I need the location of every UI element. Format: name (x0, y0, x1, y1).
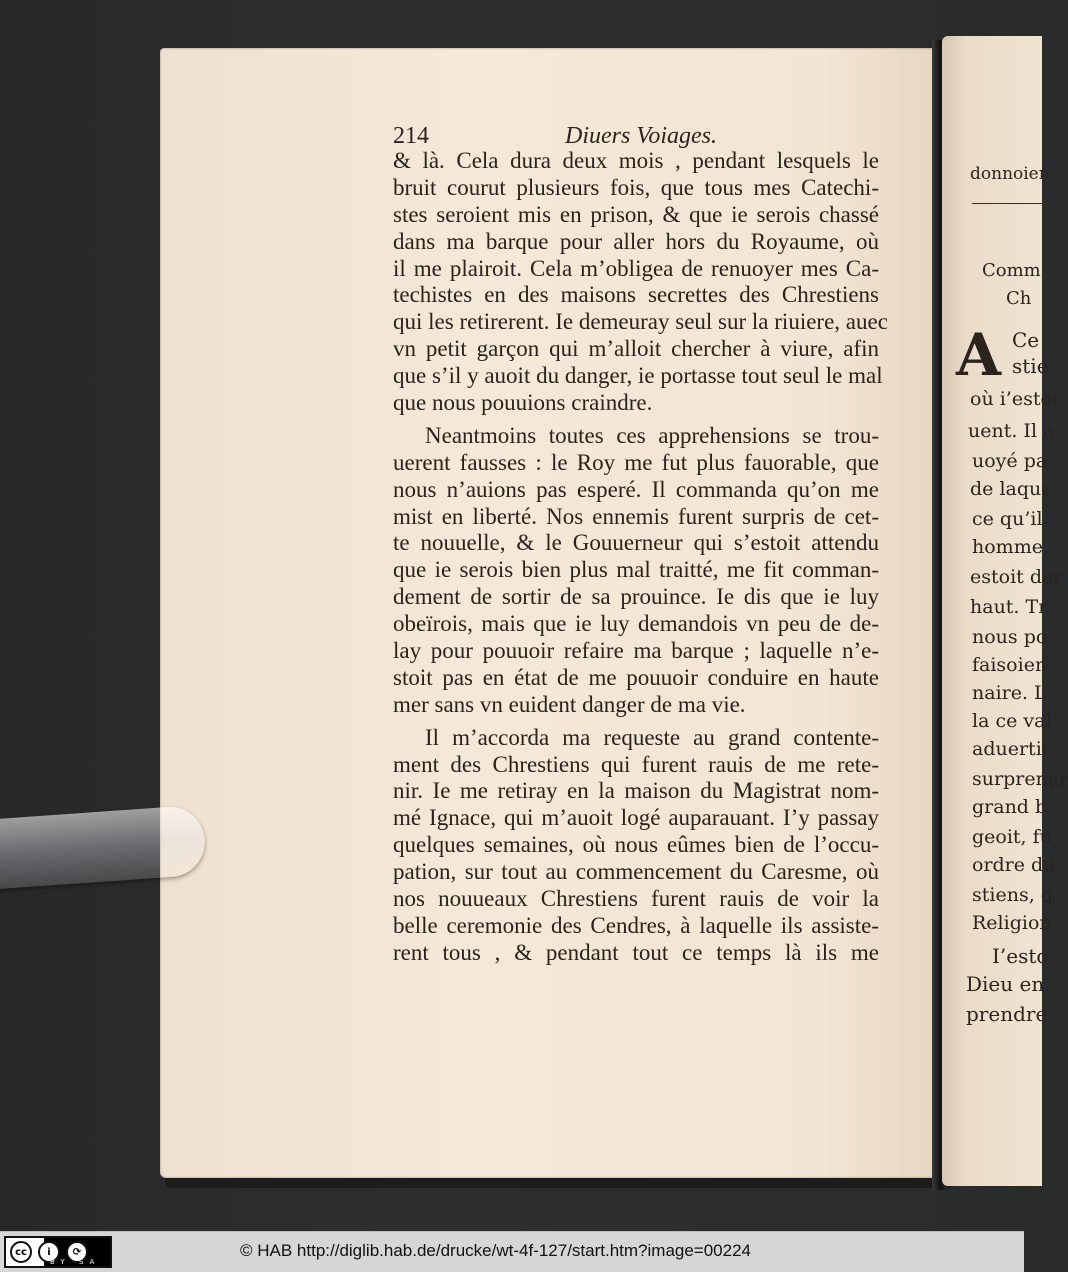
facing-page-fragment: stiens, q (972, 884, 1053, 906)
facing-page-fragment: stie (1012, 354, 1049, 378)
text-line: nous n’auions pas esperé. Il commanda qu’on me (393, 476, 879, 502)
facing-page-fragment: nous po (972, 626, 1048, 648)
text-line: te nouuelle, & le Gouuerneur qui s’estoit attendu (393, 530, 879, 556)
facing-page-fragment: Religion (972, 912, 1052, 934)
text-line: obeïrois, mais que ie luy demandois vn peu de de- (393, 611, 879, 637)
text-line: stes seroient mis en prison, & que ie serois chassé (393, 201, 879, 227)
cc-license-badge[interactable] (4, 1236, 112, 1268)
text-line: belle ceremonie des Cendres, à laquelle ils assiste- (393, 912, 879, 938)
text-line: mer sans vn euident danger de ma vie. (393, 691, 746, 717)
page-number: 214 (393, 123, 429, 149)
running-head (393, 123, 873, 151)
license-labels: BY SA (50, 1258, 101, 1266)
cc-icon: cc (10, 1241, 32, 1263)
attribution-icon: i (38, 1241, 60, 1263)
body-text (393, 148, 888, 967)
text-line: il me plairoit. Cela m’obligea de renuoyer mes Ca- (393, 255, 879, 281)
share-alike-icon: ⟳ (66, 1241, 88, 1263)
text-line: pation, sur tout au commencement du Caresme, où (393, 859, 879, 885)
facing-page-fragment: faisoien (972, 654, 1048, 676)
facing-page-fragment: Comm (982, 260, 1041, 281)
facing-page-rule (972, 203, 1052, 204)
text-line: bruit courut plusieurs fois, que tous mes Catechi- (393, 174, 879, 200)
facing-page-fragment: Dieu en (966, 972, 1045, 996)
facing-page-fragment: uent. Il a (968, 420, 1055, 442)
text-line: Il m’accorda ma requeste au grand contente- (425, 724, 879, 750)
running-title: Diuers Voiages. (565, 123, 717, 149)
facing-page-fragment: aduertit (972, 738, 1050, 760)
facing-page-fragment: où i’estoi (970, 388, 1058, 410)
facing-page-fragment: ce qu’il (972, 508, 1043, 530)
source-credit[interactable]: © HAB http://diglib.hab.de/drucke/wt-4f-127/start.htm?image=00224 (240, 1241, 752, 1260)
facing-page-fragment: uoyé pa (972, 450, 1048, 472)
text-line: nir. Ie me retiray en la maison du Magistrat nom- (393, 778, 879, 804)
facing-page-fragment: I’esto (992, 944, 1049, 968)
footer-bar (0, 1231, 1024, 1272)
text-line: uerent fausses : le Roy me fut plus fauorable, que (393, 449, 879, 475)
text-line: quelques semaines, où nous eûmes bien de l’occu- (393, 832, 879, 858)
text-line: Neantmoins toutes ces apprehensions se trou- (425, 422, 879, 448)
facing-page-fragment: naire. L (972, 682, 1047, 704)
text-line: dement de sortir de sa prouince. Ie dis que ie luy (393, 584, 879, 610)
text-line: dans ma barque pour aller hors du Royaume, où (393, 228, 879, 254)
facing-page-fragment: prendre (966, 1002, 1048, 1026)
text-line: que s’il y auoit du danger, ie portasse tout seul le mal (393, 363, 883, 389)
facing-page-fragment: homme (972, 536, 1043, 558)
facing-page-fragment: donnoien (970, 164, 1050, 184)
text-line: techistes en des maisons secrettes des Chrestiens (393, 282, 879, 308)
facing-page-fragment: haut. Tr (970, 596, 1048, 618)
text-line: ment des Chrestiens qui furent rauis de me rete- (393, 751, 879, 777)
text-line: rent tous , & pendant tout ce temps là ils me (393, 939, 879, 965)
facing-page-fragment: estoit dar (970, 566, 1063, 588)
text-line: nos nouueaux Chrestiens furent rauis de voir la (393, 886, 879, 912)
facing-page-fragment: ordre du (972, 854, 1056, 876)
text-line: stoit pas en état de me pouuoir conduire en haute (393, 664, 879, 690)
facing-page (942, 36, 1068, 1186)
facing-page-fragment: de laque (970, 478, 1053, 500)
facing-page-fragment: Ch (1006, 288, 1032, 309)
text-line: lay pour pouuoir refaire ma barque ; laquelle n’e- (393, 638, 879, 664)
text-line: vn petit garçon qui m’alloit chercher à viure, afin (393, 336, 879, 362)
facing-page-fragment: grand b (972, 796, 1048, 818)
text-line: qui les retirerent. Ie demeuray seul sur la riuiere, auec (393, 309, 888, 335)
text-line: que ie serois bien plus mal traitté, me fit comman- (393, 557, 879, 583)
facing-page-fragment: A (956, 321, 1002, 389)
facing-page-fragment: geoit, fu (972, 826, 1052, 848)
text-line: que nous pouuions craindre. (393, 390, 653, 416)
text-line: mist en liberté. Nos ennemis furent surpris de cet- (393, 503, 879, 529)
facing-page-fragment: Ce (1012, 328, 1040, 352)
text-line: mé Ignace, qui m’auoit logé auparauant. I’y passay (393, 805, 879, 831)
text-line: & là. Cela dura deux mois , pendant lesquels le (393, 148, 879, 173)
facing-page-fragment: la ce val (972, 710, 1052, 732)
facing-page-fragment: surprenar (972, 768, 1068, 790)
